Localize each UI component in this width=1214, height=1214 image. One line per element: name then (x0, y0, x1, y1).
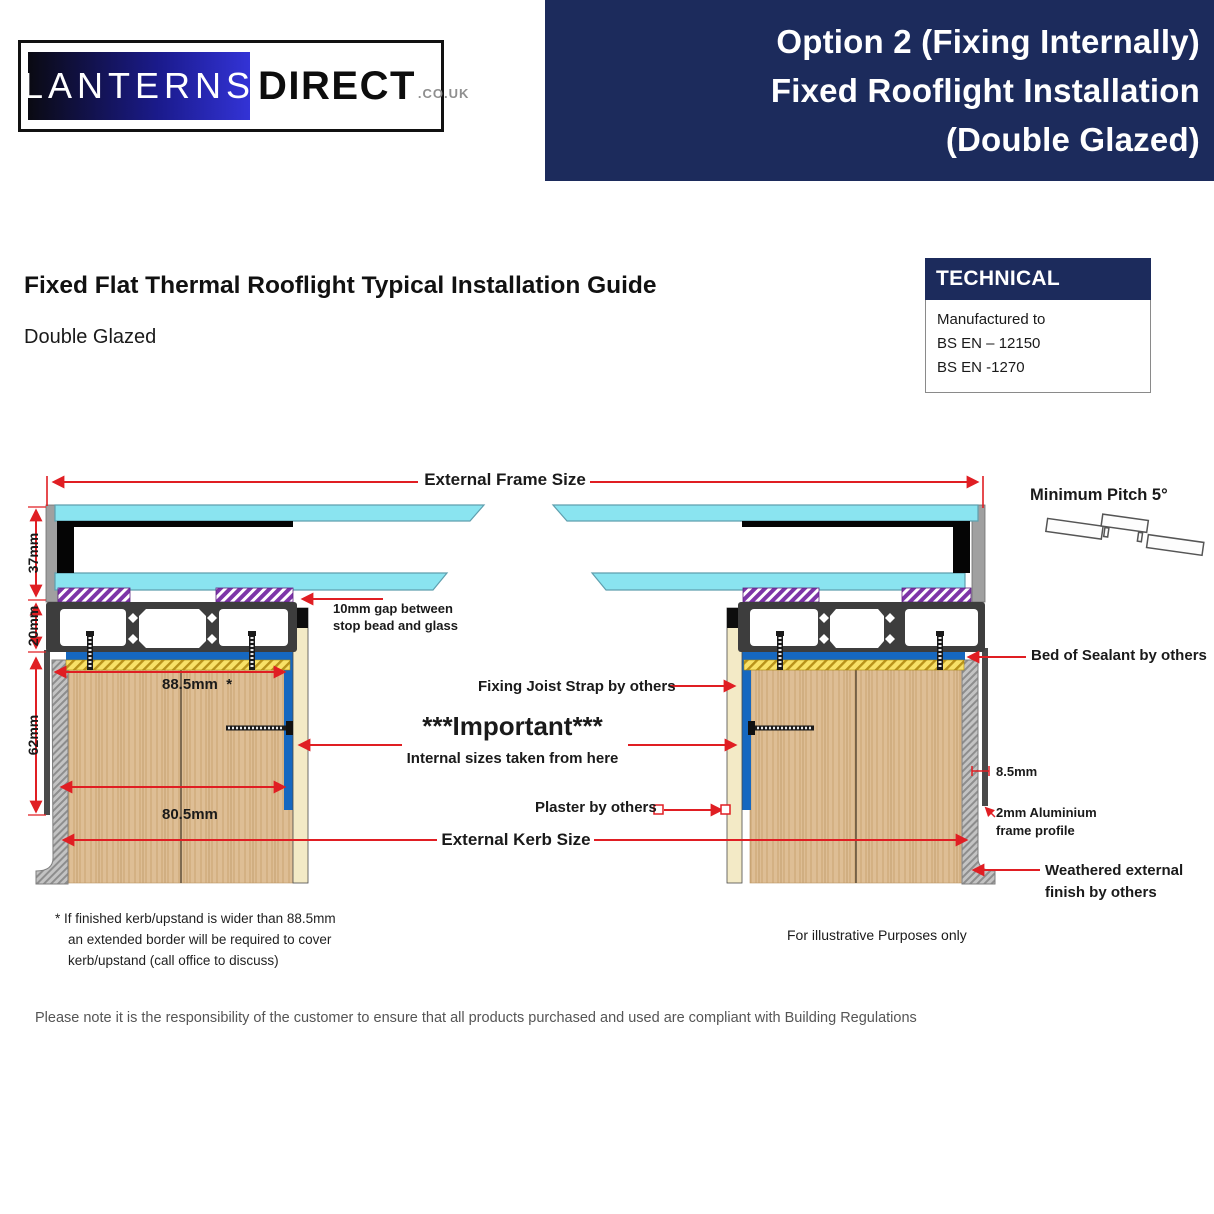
frame-profile-leg-right (982, 648, 988, 806)
illustrative-note: For illustrative Purposes only (787, 927, 967, 943)
glazing-spacer-right (953, 521, 970, 573)
inner-glass-pane-left (55, 573, 447, 590)
minimum-pitch-icon (1046, 507, 1206, 556)
stop-bead-left-b (216, 588, 293, 602)
logo-brand-primary: LANTERNS (22, 65, 256, 106)
dim-20mm-label: 20mm (25, 605, 41, 647)
header-line-2: Fixed Rooflight Installation (770, 72, 1200, 109)
glazing-spacer-left (57, 521, 74, 573)
outer-glass-pane-right (553, 505, 978, 521)
left-kerb-section (36, 505, 484, 884)
dim-885mm-label: 88.5mm * (162, 676, 233, 693)
logo-tld: .CO.UK (417, 85, 470, 101)
dim-85mm-label: 8.5mm (996, 764, 1038, 779)
weathered-finish-label: Weathered external finish by others (1045, 862, 1184, 901)
weathered-finish-right (962, 660, 995, 884)
logo-brand-secondary: DIRECT (258, 63, 416, 108)
technical-heading: TECHNICAL (925, 258, 1151, 300)
important-subtitle: Internal sizes taken from here (406, 750, 619, 767)
inner-glass-pane-right (592, 573, 965, 590)
alu-profile-arrow (986, 808, 995, 817)
technical-line-2: BS EN – 12150 (937, 335, 1041, 352)
dim-37mm-label: 37mm (25, 532, 41, 574)
page-title: Fixed Flat Thermal Rooflight Typical Installation Guide (24, 272, 657, 299)
minimum-pitch-label: Minimum Pitch 5° (1030, 486, 1168, 504)
outer-glass-pane-left (55, 505, 484, 521)
technical-line-3: BS EN -1270 (937, 359, 1025, 376)
header-line-3: (Double Glazed) (945, 121, 1200, 158)
stop-bead-right-b (902, 588, 971, 602)
frame-profile-leg-left (44, 650, 50, 815)
sealant-bed-left (66, 660, 290, 670)
compliance-note: Please note it is the responsibility of the customer to ensure that all products purchased and used are compliant with Building Regulations (35, 1010, 917, 1026)
important-title: ***Important*** (422, 711, 603, 741)
fixing-joist-label: Fixing Joist Strap by others (478, 678, 676, 695)
alu-profile-label: 2mm Aluminium frame profile (996, 805, 1097, 838)
page-subtitle: Double Glazed (24, 326, 157, 348)
thermal-break-left (139, 609, 206, 648)
bed-of-sealant-label: Bed of Sealant by others (1031, 647, 1207, 664)
external-kerb-size-label: External Kerb Size (441, 830, 591, 849)
dim-62mm-label: 62mm (25, 714, 41, 756)
header-line-1: Option 2 (Fixing Internally) (776, 23, 1200, 60)
kerb-footnote: * If finished kerb/upstand is wider than 88.5mm an extended border will be required to cover kerb/upstand (call office to discuss) (55, 911, 336, 968)
gap-label: 10mm gap between stop bead and glass (333, 601, 458, 633)
plaster-label: Plaster by others (535, 799, 657, 816)
stop-bead-left-a (58, 588, 130, 602)
stop-bead-right-a (743, 588, 819, 602)
thermal-break-right (830, 609, 884, 648)
technical-line-1: Manufactured to (937, 311, 1046, 328)
dim-805mm-label: 80.5mm (162, 806, 218, 823)
external-frame-size-label: External Frame Size (424, 470, 586, 489)
weathered-finish-left (36, 660, 68, 884)
